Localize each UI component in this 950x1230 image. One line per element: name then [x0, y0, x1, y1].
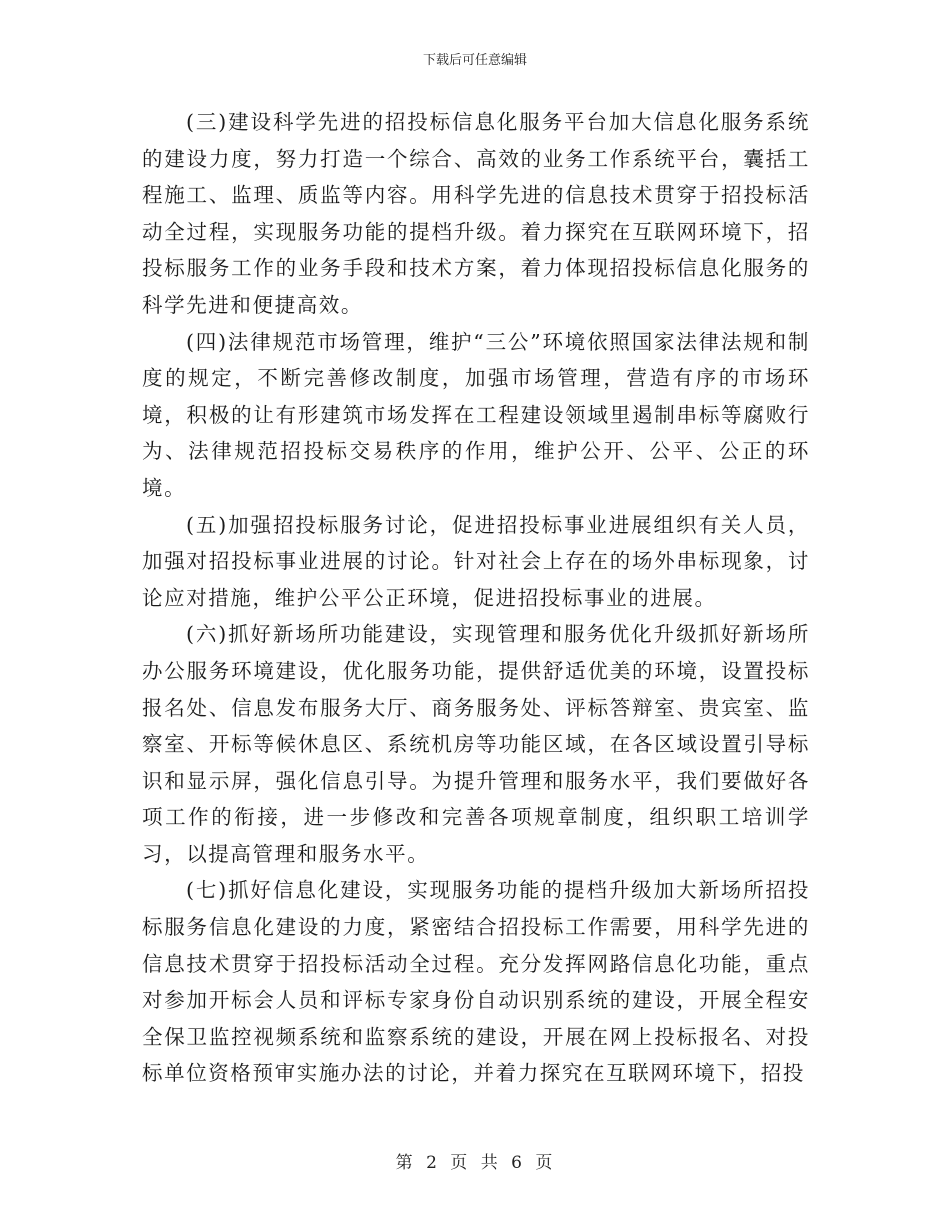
document-body: [142, 104, 810, 1092]
page-header: 下载后可任意编辑: [422, 53, 527, 68]
paragraph-7: (七)抓好信息化建设，实现服务功能的提档升级加大新场所招投标服务信息化建设的力度，紧密结合招投标工作需要，用科学先进的信息技术贯穿于招投标活动全过程。充分发挥网路信息化功能，重点对参加开标会人员和评标专家身份自动识别系统的建设，开展全程安全保卫监控视频系统和监察系统的建设，开展在网上投标报名、对投标单位资格预审实施办法的讨论，并着力探究在互联网环境下，招投: [142, 878, 810, 1086]
paragraph-5: (五)加强招投标服务讨论，促进招投标事业进展组织有关人员，加强对招投标事业进展的讨论。针对社会上存在的场外串标现象，讨论应对措施，维护公平公正环境，促进招投标事业的进展。: [142, 512, 810, 610]
page-number-footer: 第 2 页 共 6 页: [395, 1153, 555, 1173]
paragraph-4: (四)法律规范市场管理，维护“三公”环境依照国家法律法规和制度的规定，不断完善修改制度，加强市场管理，营造有序的市场环境，积极的让有形建筑市场发挥在工程建设领域里遏制串标等腐败行为、法律规范招投标交易秩序的作用，维护公开、公平、公正的环境。: [142, 329, 810, 500]
paragraph-6: (六)抓好新场所功能建设，实现管理和服务优化升级抓好新场所办公服务环境建设，优化服务功能，提供舒适优美的环境，设置投标报名处、信息发布服务大厅、商务服务处、评标答辩室、贵宾室、监察室、开标等候休息区、系统机房等功能区域，在各区域设置引导标识和显示屏，强化信息引导。为提升管理和服务水平，我们要做好各项工作的衔接，进一步修改和完善各项规章制度，组织职工培训学习，以提高管理和服务水平。: [142, 622, 810, 866]
paragraph-3: (三)建设科学先进的招投标信息化服务平台加大信息化服务系统的建设力度，努力打造一个综合、高效的业务工作系统平台，囊括工程施工、监理、质监等内容。用科学先进的信息技术贯穿于招投标活动全过程，实现服务功能的提档升级。着力探究在互联网环境下，招投标服务工作的业务手段和技术方案，着力体现招投标信息化服务的科学先进和便捷高效。: [142, 110, 810, 317]
